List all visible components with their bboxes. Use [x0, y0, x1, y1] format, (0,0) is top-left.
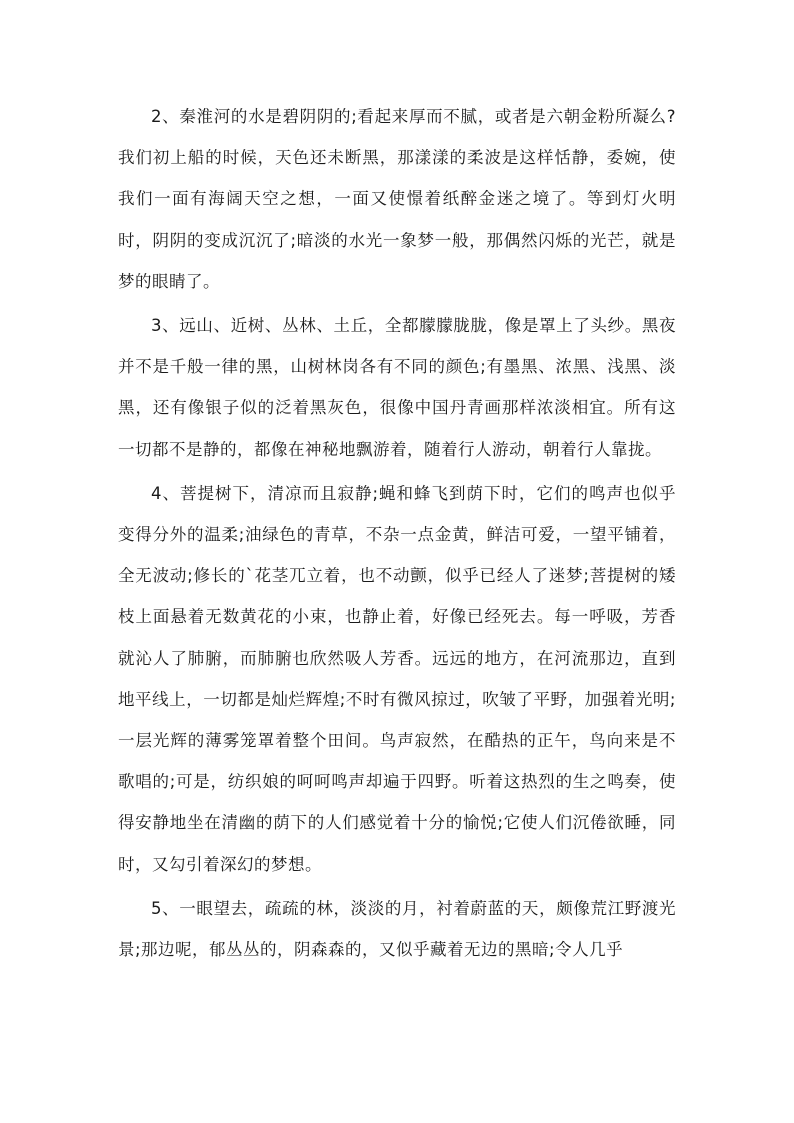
paragraph-4: 4、菩提树下，清凉而且寂静;蝇和蜂飞到荫下时，它们的鸣声也似乎变得分外的温柔;油绿色的青草，不杂一点金黄，鲜洁可爱，一望平铺着，全无波动;修长的`花茎兀立着，也不动颤，似乎已经人了迷梦;菩提树的矮枝上面悬着无数黄花的小束，也静止着，好像已经死去。每一呼吸，芳香就沁人了肺腑，而肺腑也欣然吸人芳香。远远的地方，在河流那边，直到地平线上，一切都是灿烂辉煌;不时有微风掠过，吹皱了平野，加强着光明;一层光辉的薄雾笼罩着整个田间。鸟声寂然，在酷热的正午，鸟向来是不歌唱的;可是，纺织娘的呵呵鸣声却遍于四野。听着这热烈的生之鸣奏，使得安静地坐在清幽的荫下的人们感觉着十分的愉悦;它使人们沉倦欲睡，同时，又勾引着深幻的梦想。 — [118, 483, 676, 874]
paragraph-3: 3、远山、近树、丛林、土丘，全都朦朦胧胧，像是罩上了头纱。黑夜并不是千般一律的黑，山树林岗各有不同的颜色;有墨黑、浓黑、浅黑、淡黑，还有像银子似的泛着黑灰色，很像中国丹青画那样浓淡相宜。所有这一切都不是静的，都像在神秘地飘游着，随着行人游动，朝着行人靠拢。 — [118, 316, 676, 459]
paragraph-5: 5、一眼望去，疏疏的林，淡淡的月，衬着蔚蓝的天，颇像荒江野渡光景;那边呢，郁丛丛的，阴森森的，又似乎藏着无边的黑暗;令人几乎 — [118, 898, 676, 960]
document-body — [118, 96, 676, 973]
paragraph-2: 2、秦淮河的水是碧阴阴的;看起来厚而不腻，或者是六朝金粉所凝么?我们初上船的时候，天色还未断黑，那漾漾的柔波是这样恬静，委婉，使我们一面有海阔天空之想，一面又使憬着纸醉金迷之境了。等到灯火明时，阴阴的变成沉沉了;暗淡的水光一象梦一般，那偶然闪烁的光芒，就是梦的眼睛了。 — [118, 107, 676, 291]
